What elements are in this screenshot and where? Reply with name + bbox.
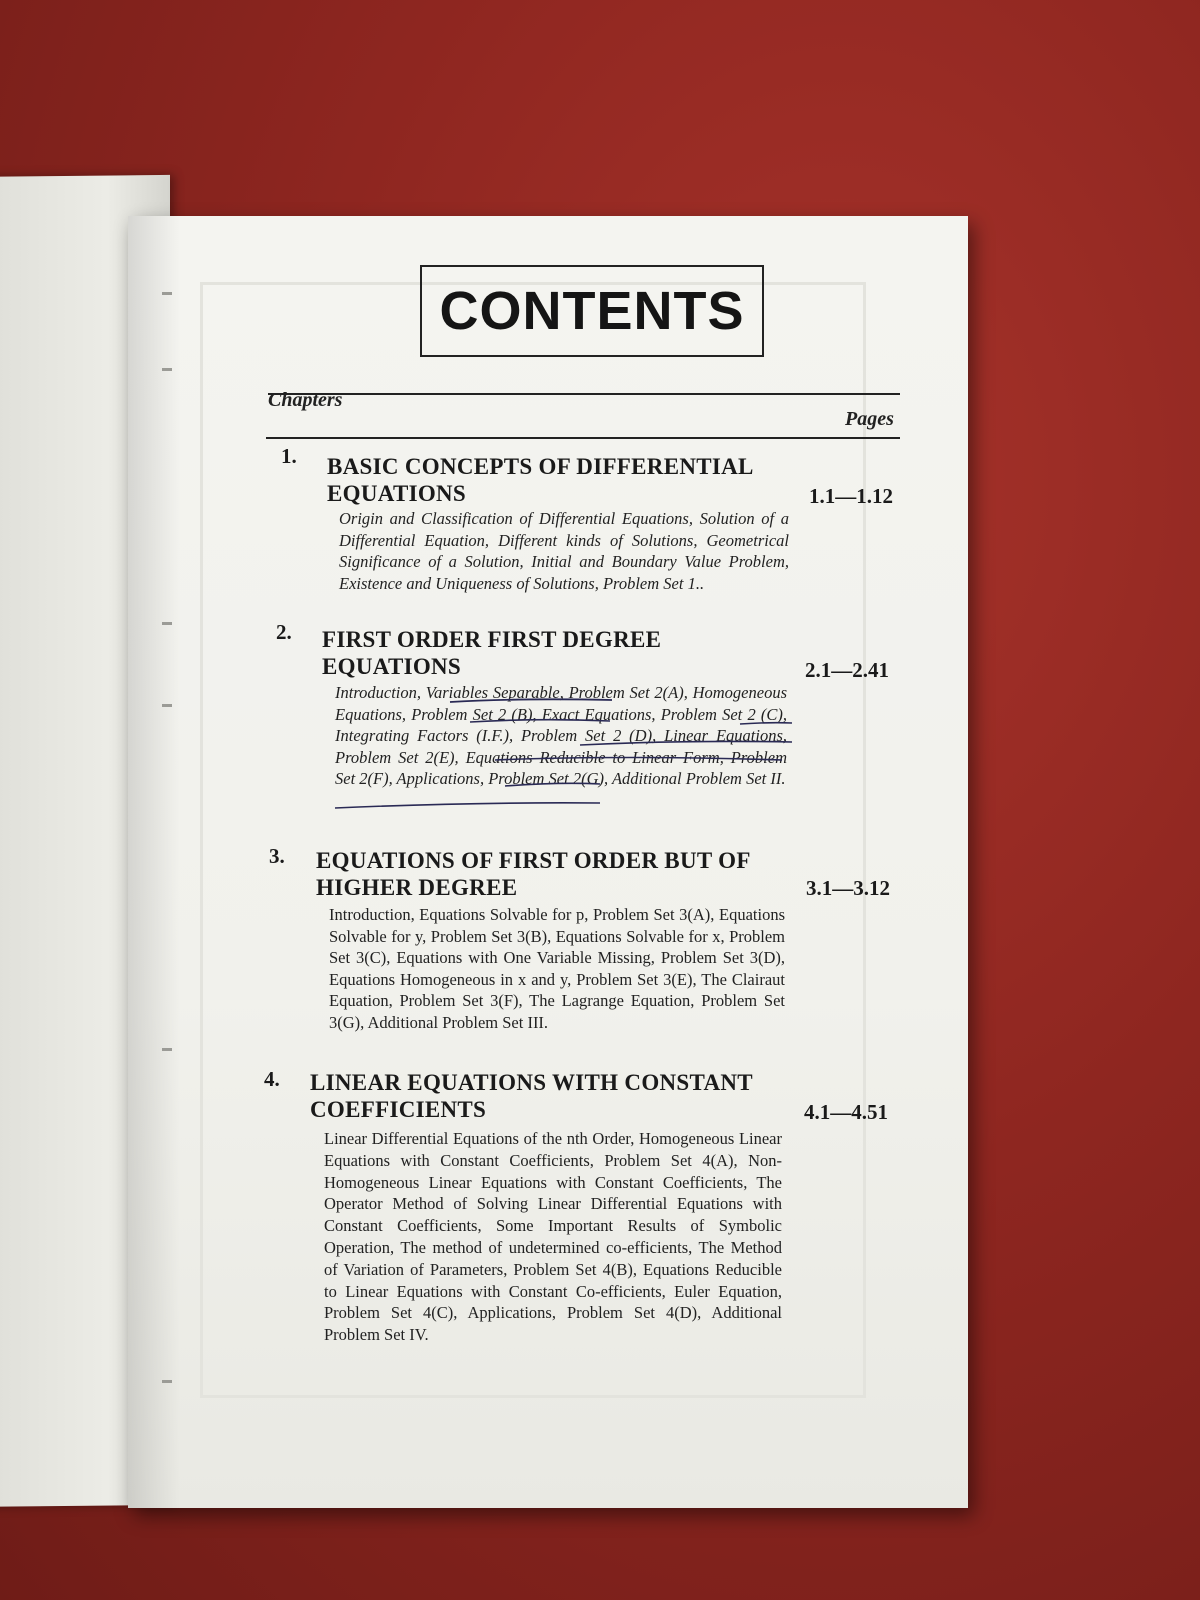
binding-stitch bbox=[162, 704, 172, 707]
chapter-title bbox=[322, 626, 661, 680]
chapter-title-line: EQUATIONS OF FIRST ORDER BUT OF bbox=[316, 848, 751, 873]
chapter-title bbox=[310, 1069, 753, 1123]
header-rule-top bbox=[268, 393, 900, 395]
contents-title-box bbox=[420, 265, 764, 357]
header-rule-bottom bbox=[266, 437, 900, 439]
chapter-description: Linear Differential Equations of the nth Order, Homogeneous Linear Equations with Constant Coefficients, Problem Set 4(A), Non- Homogeneous Linear Equations with Constant Coefficients, The Operator Method of Solving Linear Differential Equations with Constant Coefficients, Some Important Results of Symbolic Operation, The method of undetermined co-efficients, The Method of Variation of Parameters, Problem Set 4(B), Equations Reducible to Linear Equations with Constant Co-efficients, Euler Equation, Problem Set 4(C), Applications, Problem Set 4(D), Additional Problem Set IV. bbox=[324, 1129, 782, 1345]
chapter-number: 2. bbox=[276, 620, 292, 644]
chapter-title-line: BASIC CONCEPTS OF DIFFERENTIAL bbox=[327, 454, 754, 479]
binding-stitch bbox=[162, 1048, 172, 1051]
chapter-title-line: EQUATIONS bbox=[327, 481, 467, 506]
chapter-title bbox=[316, 847, 751, 901]
chapter-title-line: COEFFICIENTS bbox=[310, 1097, 487, 1122]
binding-stitch bbox=[162, 622, 172, 625]
chapter-title-line: LINEAR EQUATIONS WITH CONSTANT bbox=[310, 1070, 753, 1095]
chapter-number: 4. bbox=[264, 1067, 280, 1091]
chapter-title bbox=[327, 453, 754, 507]
chapter-title-line: HIGHER DEGREE bbox=[316, 875, 518, 900]
chapter-description: Introduction, Variables Separable, Problem Set 2(A), Homogeneous Equations, Problem Set 2 (B), Exact Equations, Problem Set 2 (C), Integrating Factors (I.F.), Problem Set 2 (D), Linear Equations, Problem Set 2(E), Equations Reducible to Linear Form, Problem Set 2(F), Applications, Problem Set 2(G), Additional Problem Set II. bbox=[335, 683, 787, 788]
chapter-pages: 3.1—3.12 bbox=[806, 876, 890, 900]
chapter-description: Origin and Classification of Differential Equations, Solution of a Differential Equation, Different kinds of Solutions, Geometrical Significance of a Solution, Initial and Boundary Value Problem, Existence and Uniqueness of Solutions, Problem Set 1.. bbox=[339, 509, 789, 593]
binding-stitch bbox=[162, 368, 172, 371]
pages-column-label: Pages bbox=[845, 408, 894, 430]
chapter-pages: 4.1—4.51 bbox=[804, 1100, 888, 1124]
chapter-number: 1. bbox=[281, 444, 297, 468]
binding-stitch bbox=[162, 292, 172, 295]
chapters-column-label: Chapters bbox=[268, 389, 343, 411]
chapter-title-line: FIRST ORDER FIRST DEGREE bbox=[322, 627, 662, 652]
page-gutter-shadow bbox=[128, 216, 180, 1508]
chapter-description: Introduction, Equations Solvable for p, Problem Set 3(A), Equations Solvable for y, Problem Set 3(B), Equations Solvable for x, Problem Set 3(C), Equations with One Variable Missing, Problem Set 3(D), Equations Homogeneous in x and y, Problem Set 3(E), The Clairaut Equation, Problem Set 3(F), The Lagrange Equation, Problem Set 3(G), Additional Problem Set III. bbox=[329, 905, 785, 1032]
chapter-pages: 2.1—2.41 bbox=[805, 658, 889, 682]
chapter-title-line: EQUATIONS bbox=[322, 654, 462, 679]
chapter-pages: 1.1—1.12 bbox=[809, 484, 893, 508]
page-title: CONTENTS bbox=[439, 281, 745, 341]
binding-stitch bbox=[162, 1380, 172, 1383]
chapter-number: 3. bbox=[269, 844, 285, 868]
